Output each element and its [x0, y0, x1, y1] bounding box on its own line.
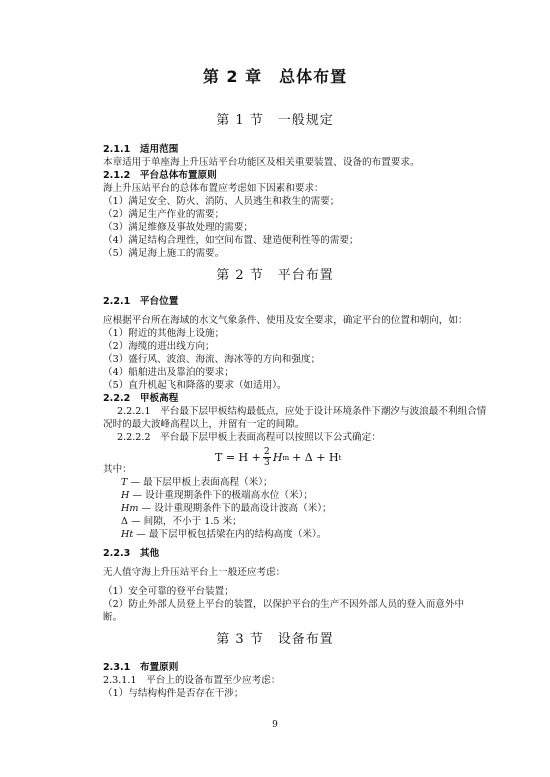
list-number: （2）	[103, 341, 129, 352]
definition-item	[121, 503, 332, 515]
list-number: （2）	[103, 209, 129, 220]
clause-heading-2-1-1: 2.1.1 适用范围	[103, 144, 179, 155]
list-item	[103, 328, 224, 340]
list-text: 安全可靠的登平台装置；	[128, 586, 234, 597]
list-number: （5）	[103, 248, 129, 259]
definition-symbol: T	[121, 477, 128, 488]
clause-heading-2-1-2: 2.1.2 平台总体布置原则	[103, 170, 217, 181]
list-item	[103, 380, 287, 392]
list-number: （2）	[103, 599, 129, 610]
definition-text: — 最下层甲板包括梁在内的结构高度（米）。	[133, 529, 327, 540]
list-text: 满足结构合理性，如空间布置、建造便利性等的需要；	[128, 235, 359, 246]
list-number: （1）	[103, 196, 129, 207]
paragraph-2-2-2-2: 2.2.2.2 平台最下层甲板上表面高程可以按照以下公式确定：	[117, 432, 381, 443]
list-number: （4）	[103, 235, 129, 246]
definition-symbol: H	[121, 490, 130, 501]
section-heading-1: 第 1 节 一般规定	[216, 113, 334, 128]
formula-tail: + Δ + H	[292, 451, 339, 464]
definition-text: — 最下层甲板上表面高程（米）；	[127, 477, 273, 488]
definition-item	[121, 529, 326, 541]
list-text: 盛行风、波浪、海流、海冰等的方向和强度；	[128, 354, 321, 365]
fraction-denominator: 3	[263, 458, 270, 468]
list-text: 满足海上施工的需要。	[128, 248, 225, 259]
definition-symbol: Ht	[121, 529, 134, 540]
deck-elevation-formula	[215, 447, 341, 468]
list-number: （3）	[103, 222, 129, 233]
list-text: 与结构构件是否存在干涉；	[128, 688, 244, 699]
definition-item	[121, 490, 313, 502]
definition-item	[121, 516, 242, 528]
list-text: 直升机起飞和降落的要求（如适用）。	[128, 380, 287, 391]
clause-heading-2-2-2: 2.2.2 甲板高程	[103, 393, 179, 404]
formula-subscript-m: m	[282, 453, 290, 462]
paragraph-2-1-2: 海上升压站平台的总体布置应考虑如下因素和要求：	[103, 183, 324, 194]
list-text: 船舶进出及靠泊的要求；	[128, 367, 234, 378]
paragraph-2-1-1: 本章适用于单座海上升压站平台功能区及相关重要装置、设备的布置要求。	[103, 157, 420, 168]
definition-text: — 间隙，不小于 1.5 米；	[127, 516, 242, 527]
list-item-continuation: 断。	[103, 612, 123, 623]
definition-symbol: Δ	[121, 516, 128, 527]
definition-text: — 设计重现期条件下的极端高水位（米）；	[129, 490, 313, 501]
list-item	[103, 599, 464, 611]
formula-h-symbol: H	[272, 451, 283, 464]
list-number: （1）	[103, 586, 129, 597]
list-text: 海缆的进出线方向；	[128, 341, 215, 352]
page-number: 9	[272, 720, 278, 730]
list-text: 附近的其他海上设施；	[128, 328, 225, 339]
list-item	[103, 341, 215, 353]
section-heading-3: 第 3 节 设备布置	[216, 632, 334, 647]
list-item	[103, 354, 320, 366]
list-number: （5）	[103, 380, 129, 391]
formula-lhs: T = H +	[215, 451, 261, 464]
list-item	[103, 222, 253, 234]
definition-text: — 设计重现期条件下的最高设计波高（米）；	[138, 503, 332, 514]
fraction-numerator: 2	[263, 447, 270, 457]
list-text: 满足生产作业的需要；	[128, 209, 225, 220]
formula-fraction	[263, 447, 271, 468]
list-text: 满足安全、防火、消防、人员逃生和救生的需要；	[128, 196, 340, 207]
list-text: 满足维修及事故处理的需要；	[128, 222, 254, 233]
list-item	[103, 688, 243, 700]
list-item	[103, 367, 234, 379]
list-item	[103, 196, 339, 208]
definition-symbol: Hm	[121, 503, 139, 514]
chapter-title: 第 2 章 总体布置	[202, 67, 348, 86]
where-label: 其中：	[103, 464, 132, 475]
list-item	[103, 209, 224, 221]
paragraph-2-3-1-1: 2.3.1.1 平台上的设备布置至少应考虑：	[103, 675, 281, 686]
list-number: （1）	[103, 688, 129, 699]
definition-item	[121, 477, 273, 489]
clause-heading-2-2-1: 2.2.1 平台位置	[103, 296, 179, 307]
clause-heading-2-2-3: 2.2.3 其他	[103, 548, 160, 559]
list-item	[103, 586, 234, 598]
paragraph-2-2-2-1: 2.2.2.1 平台最下层甲板结构最低点，应处于设计环境条件下潮汐与波浪最不利组合情	[117, 406, 487, 417]
list-number: （3）	[103, 354, 129, 365]
list-item	[103, 235, 359, 247]
clause-heading-2-3-1: 2.3.1 布置原则	[103, 662, 179, 673]
list-item	[103, 248, 224, 260]
paragraph-2-2-3: 无人值守海上升压站平台上一般还应考虑：	[103, 567, 286, 578]
paragraph-2-2-2-1-cont: 况时的最大波峰高程以上，并留有一定的间隙。	[103, 419, 305, 430]
formula-subscript-t: t	[338, 453, 342, 462]
list-number: （4）	[103, 367, 129, 378]
list-number: （1）	[103, 328, 129, 339]
list-text: 防止外部人员登上平台的装置，以保护平台的生产不因外部人员的登入而意外中	[128, 599, 465, 610]
section-heading-2: 第 2 节 平台布置	[216, 268, 334, 283]
paragraph-2-2-1: 应根据平台所在海域的水文气象条件、使用及安全要求，确定平台的位置和朝向，如：	[103, 315, 468, 326]
